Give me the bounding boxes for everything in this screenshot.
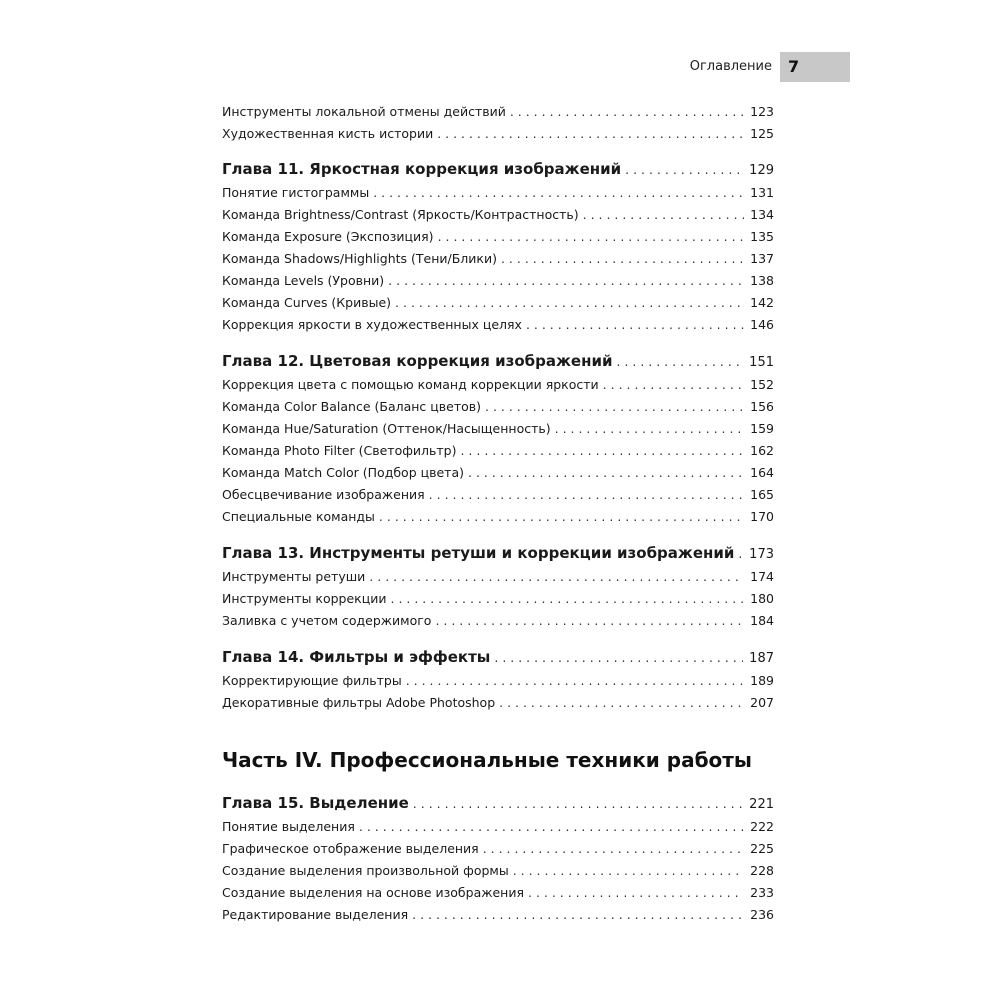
toc-entry-title: Команда Photo Filter (Светофильтр) — [222, 443, 457, 458]
toc-entry-page: 165 — [750, 487, 774, 502]
toc-entry[interactable] — [222, 591, 774, 606]
toc-entry-page: 174 — [750, 569, 774, 584]
toc-entry-page: 189 — [750, 673, 774, 688]
toc-entry-page: 159 — [750, 421, 774, 436]
dot-leader — [460, 443, 744, 458]
toc-entry-title: Команда Exposure (Экспозиция) — [222, 229, 434, 244]
toc-entry-title: Команда Hue/Saturation (Оттенок/Насыщенность) — [222, 421, 551, 436]
toc-entry-page: 162 — [750, 443, 774, 458]
toc-entry-page: 152 — [750, 377, 774, 392]
toc-entry[interactable] — [222, 207, 774, 222]
dot-leader — [413, 796, 743, 811]
dot-leader — [391, 591, 745, 606]
toc-entry[interactable] — [222, 317, 774, 332]
toc-entry-page: 131 — [750, 185, 774, 200]
toc-entry-page: 184 — [750, 613, 774, 628]
dot-leader — [406, 673, 744, 688]
dot-leader — [583, 207, 745, 222]
toc-entry[interactable] — [222, 273, 774, 288]
toc-entry-page: 123 — [750, 104, 774, 119]
toc-entry-page: 207 — [750, 695, 774, 710]
toc-entry-title: Команда Shadows/Highlights (Тени/Блики) — [222, 251, 497, 266]
chapter-page: 151 — [749, 355, 774, 370]
toc-entry[interactable] — [222, 819, 774, 834]
chapter-title: Глава 13. Инструменты ретуши и коррекции изображений — [222, 544, 735, 562]
toc-entry[interactable] — [222, 569, 774, 584]
dot-leader — [528, 885, 744, 900]
toc-entry-title: Создание выделения произвольной формы — [222, 863, 509, 878]
toc-entry[interactable] — [222, 104, 774, 119]
page-number-box — [780, 52, 850, 82]
toc-entry-page: 138 — [750, 273, 774, 288]
dot-leader — [494, 650, 743, 665]
toc-entry[interactable] — [222, 487, 774, 502]
toc-entry-title: Понятие выделения — [222, 819, 355, 834]
dot-leader — [388, 273, 744, 288]
dot-leader — [485, 399, 744, 414]
toc-entry-title: Графическое отображение выделения — [222, 841, 479, 856]
toc-entry-title: Команда Levels (Уровни) — [222, 273, 385, 288]
toc-entry-page: 233 — [750, 885, 774, 900]
toc-entry-title: Инструменты ретуши — [222, 569, 366, 584]
toc-chapter-13[interactable] — [222, 544, 774, 562]
toc-chapter-15[interactable] — [222, 794, 774, 812]
dot-leader — [435, 613, 744, 628]
running-title: Оглавление — [689, 59, 772, 74]
dot-leader — [510, 104, 744, 119]
dot-leader — [429, 487, 744, 502]
dot-leader — [379, 509, 744, 524]
toc-entry[interactable] — [222, 421, 774, 436]
toc-entry[interactable] — [222, 465, 774, 480]
toc-entry[interactable] — [222, 673, 774, 688]
dot-leader — [526, 317, 744, 332]
toc-entry-title: Инструменты локальной отмены действий — [222, 104, 506, 119]
toc-entry-title: Команда Brightness/Contrast (Яркость/Контрастность) — [222, 207, 579, 222]
dot-leader — [369, 569, 744, 584]
toc-entry-page: 222 — [750, 819, 774, 834]
toc-entry-title: Коррекция цвета с помощью команд коррекции яркости — [222, 377, 599, 392]
toc-entry[interactable] — [222, 377, 774, 392]
dot-leader — [412, 907, 744, 922]
chapter-title: Глава 12. Цветовая коррекция изображений — [222, 352, 613, 370]
toc-entry[interactable] — [222, 907, 774, 922]
toc-entry-title: Заливка с учетом содержимого — [222, 613, 432, 628]
toc-entry-page: 225 — [750, 841, 774, 856]
toc-entry-page: 125 — [750, 126, 774, 141]
toc-entry[interactable] — [222, 885, 774, 900]
toc-entry[interactable] — [222, 185, 774, 200]
toc-entry-page: 156 — [750, 399, 774, 414]
toc-entry[interactable] — [222, 229, 774, 244]
toc-entry-page: 228 — [750, 863, 774, 878]
dot-leader — [603, 377, 744, 392]
toc-entry-title: Понятие гистограммы — [222, 185, 370, 200]
dot-leader — [617, 354, 744, 369]
dot-leader — [501, 251, 744, 266]
chapter-page: 187 — [749, 651, 774, 666]
toc-entry-title: Обесцвечивание изображения — [222, 487, 425, 502]
dot-leader — [555, 421, 745, 436]
chapter-page: 221 — [749, 797, 774, 812]
toc-entry[interactable] — [222, 251, 774, 266]
running-header — [600, 52, 850, 82]
toc-entry[interactable] — [222, 443, 774, 458]
toc-entry-page: 137 — [750, 251, 774, 266]
toc-entry-title: Редактирование выделения — [222, 907, 409, 922]
toc-entry-title: Специальные команды — [222, 509, 375, 524]
toc-chapter-14[interactable] — [222, 648, 774, 666]
toc-entry-page: 170 — [750, 509, 774, 524]
toc-entry[interactable] — [222, 509, 774, 524]
toc-entry-page: 135 — [750, 229, 774, 244]
toc-entry-page: 134 — [750, 207, 774, 222]
dot-leader — [513, 863, 744, 878]
chapter-title: Глава 14. Фильтры и эффекты — [222, 648, 491, 666]
dot-leader — [437, 126, 744, 141]
dot-leader — [359, 819, 744, 834]
part-heading[interactable]: Часть IV. Профессиональные техники работы — [222, 748, 752, 772]
toc-entry[interactable] — [222, 841, 774, 856]
toc-chapter-12[interactable] — [222, 352, 774, 370]
toc-entry-title: Создание выделения на основе изображения — [222, 885, 524, 900]
toc-entry[interactable] — [222, 695, 774, 710]
toc-entry[interactable] — [222, 863, 774, 878]
chapter-page: 129 — [749, 163, 774, 178]
toc-entry-page: 164 — [750, 465, 774, 480]
toc-entry-title: Декоративные фильтры Adobe Photoshop — [222, 695, 496, 710]
toc-entry-title: Корректирующие фильтры — [222, 673, 402, 688]
toc-entry-title: Команда Match Color (Подбор цвета) — [222, 465, 464, 480]
toc-entry[interactable] — [222, 613, 774, 628]
toc-entry[interactable] — [222, 399, 774, 414]
toc-entry-title: Команда Curves (Кривые) — [222, 295, 392, 310]
dot-leader — [483, 841, 744, 856]
dot-leader — [373, 185, 744, 200]
toc-entry-title: Художественная кисть истории — [222, 126, 434, 141]
toc-entry-page: 146 — [750, 317, 774, 332]
dot-leader — [438, 229, 745, 244]
toc-entry-title: Коррекция яркости в художественных целях — [222, 317, 522, 332]
dot-leader — [395, 295, 744, 310]
dot-leader — [625, 162, 743, 177]
toc-entry-page: 236 — [750, 907, 774, 922]
toc-entry[interactable] — [222, 295, 774, 310]
toc-entry-page: 142 — [750, 295, 774, 310]
dot-leader — [468, 465, 744, 480]
chapter-page: 173 — [749, 547, 774, 562]
toc-entry-page: 180 — [750, 591, 774, 606]
toc-entry-title: Инструменты коррекции — [222, 591, 387, 606]
toc-chapter-11[interactable] — [222, 160, 774, 178]
chapter-title: Глава 11. Яркостная коррекция изображений — [222, 160, 622, 178]
dot-leader — [499, 695, 744, 710]
chapter-title: Глава 15. Выделение — [222, 794, 409, 812]
toc-entry-title: Команда Color Balance (Баланс цветов) — [222, 399, 482, 414]
page-number: 7 — [788, 57, 800, 76]
toc-entry[interactable] — [222, 126, 774, 141]
